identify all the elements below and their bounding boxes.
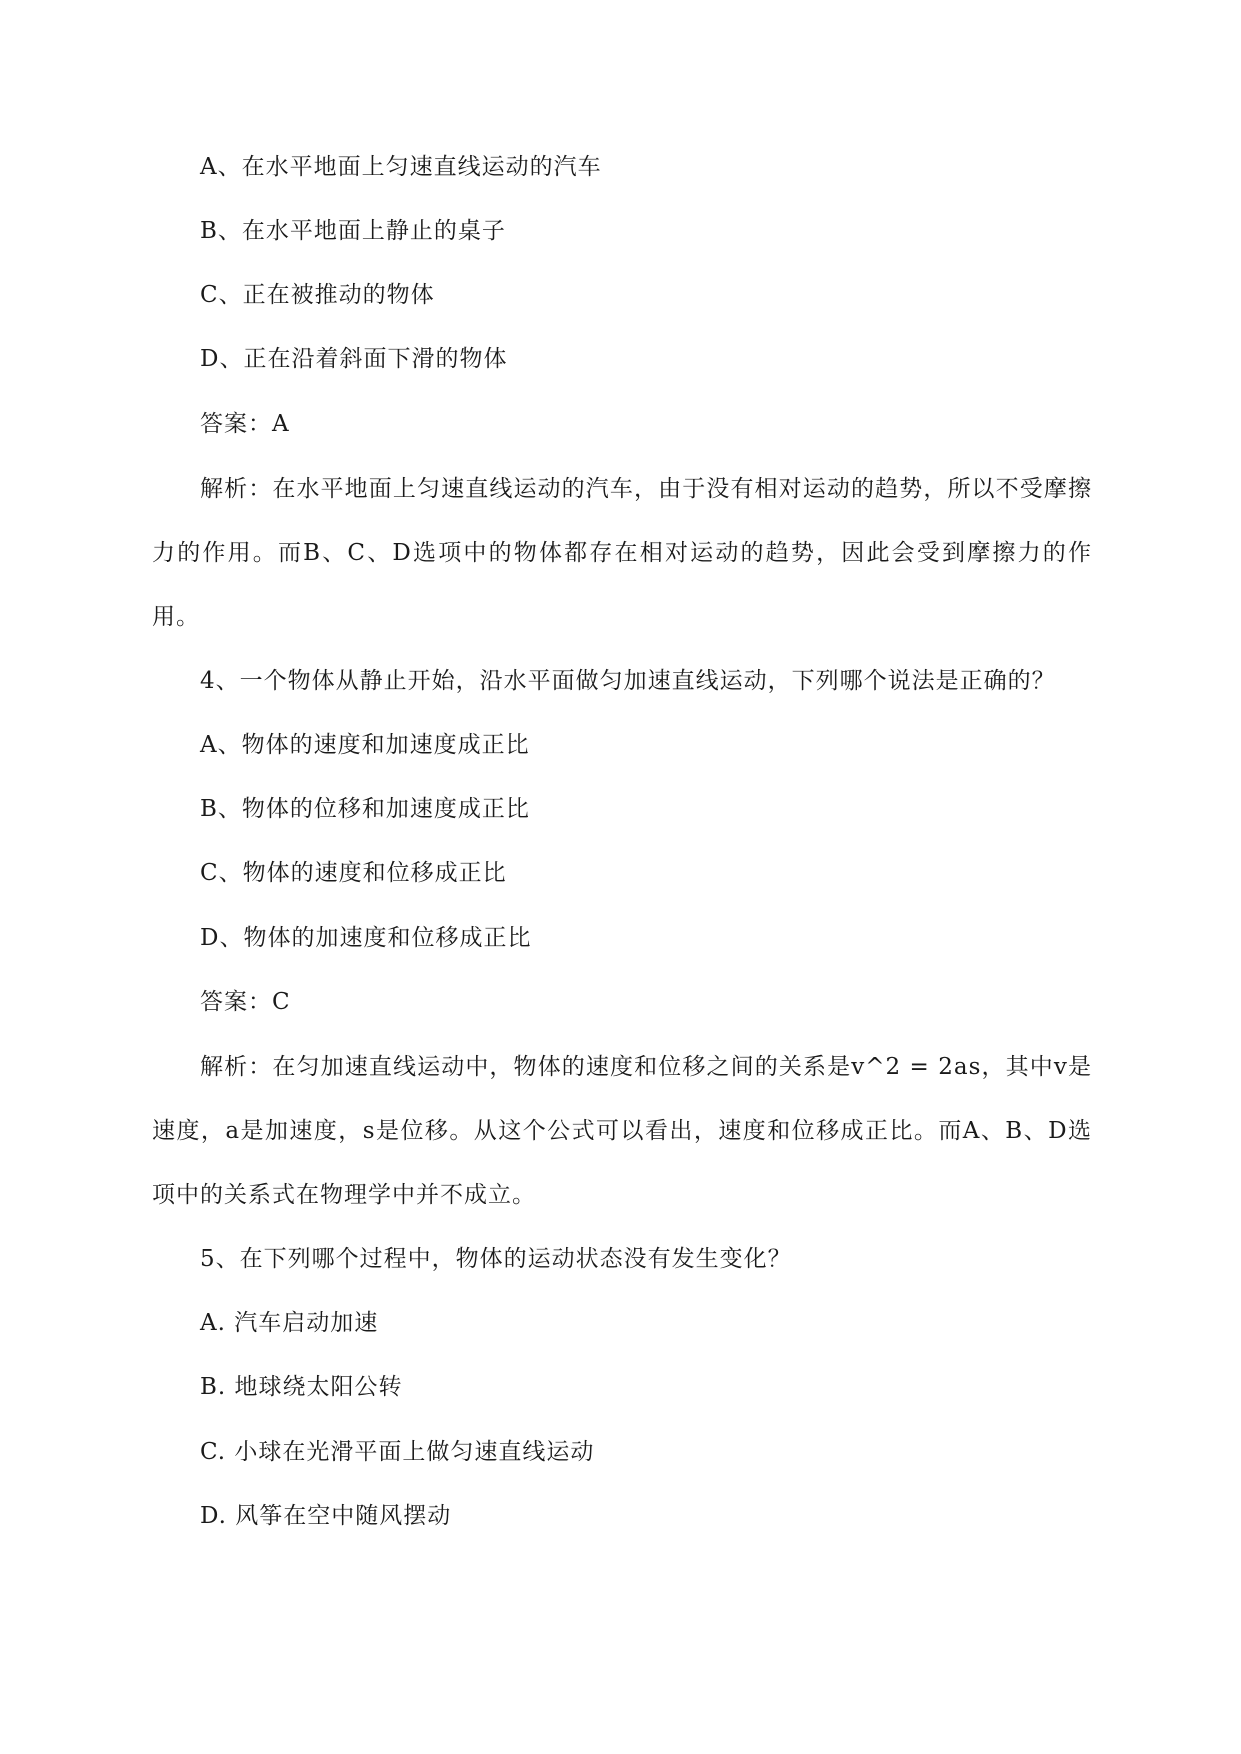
q3-option-a: A、在水平地面上匀速直线运动的汽车: [200, 154, 602, 180]
q4-option-c: C、物体的速度和位移成正比: [200, 860, 507, 886]
q5-option-b: B. 地球绕太阳公转: [200, 1374, 403, 1400]
q4-answer: 答案：C: [200, 989, 291, 1015]
q4-analysis: 解析：在匀加速直线运动中，物体的速度和位移之间的关系是v^2 = 2as，其中v是速度，a是加速度，s是位移。从这个公式可以看出，速度和位移成正比。而A、B、D选项中的关系式在物理学中并不成立。: [152, 1054, 1092, 1208]
q4-option-b: B、物体的位移和加速度成正比: [200, 796, 530, 822]
q4-question: 4、一个物体从静止开始，沿水平面做匀加速直线运动，下列哪个说法是正确的？: [200, 668, 1056, 694]
q5-option-a: A. 汽车启动加速: [200, 1310, 379, 1336]
q5-option-d: D. 风筝在空中随风摆动: [200, 1503, 452, 1529]
q3-option-b: B、在水平地面上静止的桌子: [200, 218, 506, 244]
q5-option-c: C. 小球在光滑平面上做匀速直线运动: [200, 1439, 595, 1465]
q3-option-d: D、正在沿着斜面下滑的物体: [200, 346, 508, 372]
q4-option-a: A、物体的速度和加速度成正比: [200, 732, 530, 758]
q3-analysis: 解析：在水平地面上匀速直线运动的汽车，由于没有相对运动的趋势，所以不受摩擦力的作用。而B、C、D选项中的物体都存在相对运动的趋势，因此会受到摩擦力的作用。: [152, 476, 1092, 630]
q5-question: 5、在下列哪个过程中，物体的运动状态没有发生变化？: [200, 1246, 792, 1272]
q3-option-c: C、正在被推动的物体: [200, 282, 435, 308]
q3-answer: 答案：A: [200, 411, 290, 437]
q4-option-d: D、物体的加速度和位移成正比: [200, 925, 532, 951]
